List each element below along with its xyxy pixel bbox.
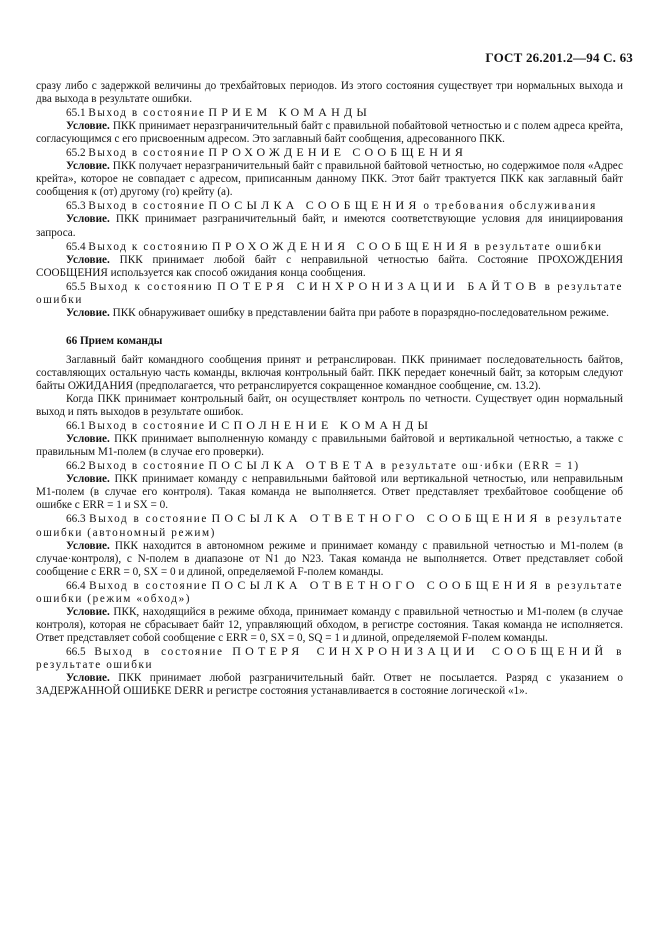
exit-heading: 65.3 Выход в состояние ПОСЫЛКА СООБЩЕНИЯ о требования обслуживания	[66, 198, 597, 213]
exit-heading: 65.2 Выход в состояние ПРОХОЖДЕНИЕ СООБЩЕНИЯ	[66, 145, 468, 160]
exit-condition: Условие. ПКК, находящийся в режиме обхода, принимает команду с правильной четностью и М1-полем (в случае контроля), которая не сбрасывает байт 12, управляющий обходом, в регистре состояния. Такая команда не исполняется. Ответ представляет собой сообщение с ERR = 0, SX = 0, SQ = 1 и длиной, определяемой F-полем команды.	[36, 605, 623, 644]
exit-condition: Условие. ПКК принимает неразграничительный байт с правильной побайтовой четностью и с полем адреса крейта, согласующимся с его присвоенным адресом. Это заглавный байт сообщения, адресованного ПКК.	[36, 120, 623, 146]
exit-condition: Условие. ПКК принимает команду с неправильными байтовой или вертикальной четностью, или неправильным М1-полем (в случае его контроля). Такая команда не выполняется. Ответ представляет трехбайтовое сообщение об ошибке с ERR = 1 и SX = 0.	[36, 473, 623, 512]
page-header: ГОСТ 26.201.2—94 С. 63	[485, 50, 633, 65]
exit-heading: 66.2 Выход в состояние ПОСЫЛКА ОТВЕТА в результате ош·ибки (ERR = 1)	[66, 458, 580, 473]
section-title: 66 Прием команды	[66, 334, 163, 347]
items-65	[36, 106, 623, 320]
section-paragraph: Когда ПКК принимает контрольный байт, он осуществляет контроль по четности. Существует один нормальный выход и пять выходов в результате ошибок.	[36, 393, 623, 419]
document-body	[36, 80, 623, 698]
exit-condition: Условие. ПКК принимает любой разграничительный байт. Ответ не посылается. Разряд с указанием о ЗАДЕРЖАННОЙ ОШИБКЕ DERR и регистре состояния устанавливается в состояние логической «1».	[36, 672, 623, 698]
exit-condition: Условие. ПКК находится в автономном режиме и принимает команду с правильной четностью и М1-полем (в случае·контроля), с N-полем в диапазоне от N1 до N23. Такая команда не выполняется. Ответ представляет собой сообщение с ERR = 0, SX = 0 и длиной, определяемой F-полем команды.	[36, 539, 623, 578]
exit-heading: 65.4 Выход к состоянию ПРОХОЖДЕНИЯ СООБЩЕНИЯ в результате ошибки	[66, 238, 603, 253]
exit-condition: Условие. ПКК принимает разграничительный байт, и имеются соответствующие условия для инициирования запроса.	[36, 213, 623, 239]
exit-heading: 65.1 Выход в состояние ПРИЕМ КОМАНДЫ	[66, 105, 372, 120]
exit-condition: Условие. ПКК получает неразграничительный байт с правильной байтовой четностью, но содержимое поля «Адрес крейта», которое не совпадает с адресом, приписанным данному ПКК. Этот байт трактуется ПКК как заглавный байт сообщения к (от) другому (го) крейту (а).	[36, 160, 624, 199]
exit-heading: 65.5 Выход к состоянию ПОТЕРЯ СИНХРОНИЗАЦИИ БАЙТОВ в результате ошибки	[36, 278, 624, 306]
exit-condition: Условие. ПКК принимает выполненную команду с правильными байтовой и вертикальной четностью, а также с правильным М1-полем (в случае его проверки).	[36, 433, 623, 459]
items-66	[36, 419, 623, 698]
exit-condition: Условие. ПКК обнаруживает ошибку в представлении байта при работе в поразрядно-последовательном режиме.	[66, 306, 609, 319]
exit-heading: 66.1 Выход в состояние ИСПОЛНЕНИЕ КОМАНДЫ	[66, 418, 433, 433]
exit-heading: 66.5 Выход в состояние ПОТЕРЯ СИНХРОНИЗАЦИИ СООБЩЕНИЙ в результате ошибки	[36, 643, 623, 671]
section-paragraph: Заглавный байт командного сообщения принят и ретранслирован. ПКК принимает последовательность байтов, составляющих остальную часть команды, включая контрольный байт. ПКК передает конечный байт, за которым следуют байты ОЖИДАНИЯ (предполагается, что ретранслируется сокращенное командное сообщение, см. 13.2).	[36, 353, 623, 392]
exit-heading: 66.4 Выход в состояние ПОСЫЛКА ОТВЕТНОГО СООБЩЕНИЯ в результате ошибки (режим «обход»)	[36, 577, 624, 605]
exit-condition: Условие. ПКК принимает любой байт с неправильной четностью байта. Состояние ПРОХОЖДЕНИЯ СООБЩЕНИЯ используется как способ ожидания конца сообщения.	[36, 253, 623, 279]
exit-heading: 66.3 Выход в состояние ПОСЫЛКА ОТВЕТНОГО СООБЩЕНИЯ в результате ошибки (автономный режим)	[36, 511, 624, 539]
lead-paragraph: сразу либо с задержкой величины до трехбайтовых периодов. Из этого состояния существует три нормальных выхода и два выхода в результате ошибки.	[36, 80, 623, 106]
